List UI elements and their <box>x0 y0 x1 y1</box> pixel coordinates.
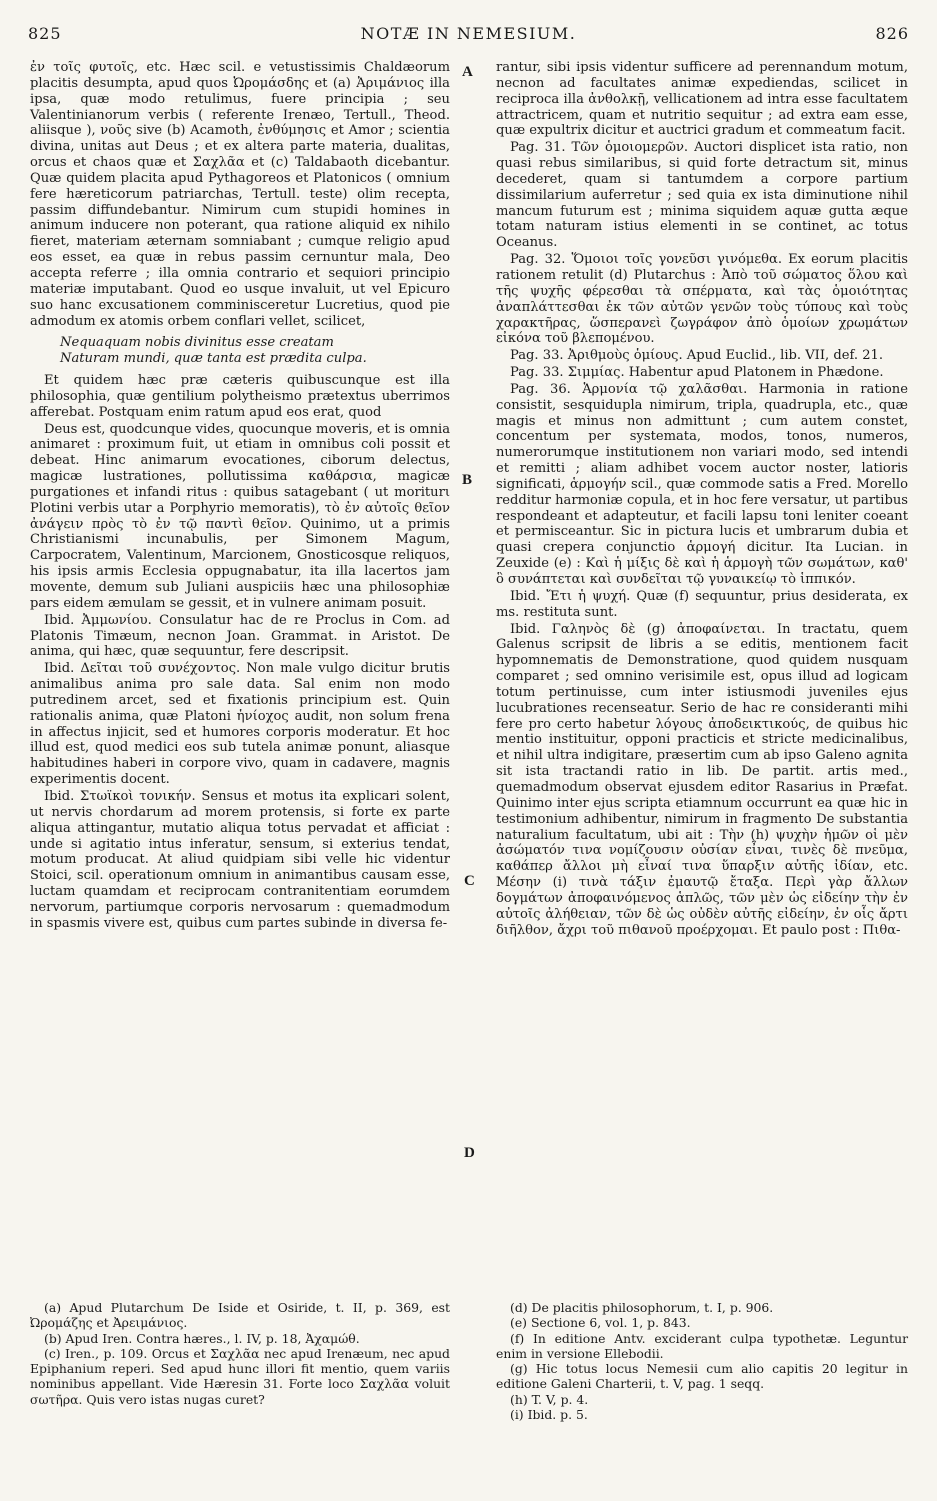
footnotes-right <box>496 1300 908 1422</box>
paragraph: Ibid. Δεῖται τοῦ συνέχοντος. Non male vulgo dicitur brutis animalibus anima pro sale data. Sal enim non modo putredinem arcet, sed et fixationis principium est. Quin rationalis anima, quæ Platoni ἡνίοχος audit, non solum frena in affectus injicit, sed et humores corporis moderatur. Et hoc illud est, quod medici eos sub tutela animæ ponunt, aliasque habitudines haberi in corpore vivo, quam in cadavere, magnis experimentis docent. <box>30 661 450 788</box>
footnote: (h) T. V, p. 4. <box>510 1391 589 1407</box>
paragraph: Et quidem hæc præ cæteris quibuscunque est illa philosophia, quæ gentilium polytheismo prætextus uberrimos afferebat. Postquam enim ratum apud eos erat, quod <box>30 373 450 420</box>
paragraph: rantur, sibi ipsis videntur sufficere ad perennandum motum, necnon ad facultates animæ expediendas, scilicet in reciproca illa ἀνθολκῇ, vellicationem ad intra esse facultatem attractricem, quam et nutritio sequitur ; ad extra eam esse, quæ expultrix dicitur et auctrici gradum et commeatum facit. <box>496 60 908 139</box>
footnote: (i) Ibid. p. 5. <box>510 1407 588 1423</box>
page-number-right: 826 <box>875 24 909 43</box>
paragraph: Pag. 31. Τῶν ὁμοιομερῶν. Auctori displicet ista ratio, non quasi rebus similaribus, si quid forte detractum sit, minus decederet, quam si tantumdem a corpore partium dissimilarium auferretur ; sed quia ex ista diminutione nihil mancum futurum est ; minima siquidem aquæ gutta æque totam naturam istius elementi in se continet, ac totus Oceanus. <box>496 140 908 251</box>
paragraph: Pag. 36. Ἁρμονία τῷ χαλᾶσθαι. Harmonia in ratione consistit, sesquidupla nimirum, tripla, quadrupla, etc., quæ magis et minus non admittunt ; cum autem constet, concentum per systemata, modos, tonos, numeros, numerorumque institutionem non variari modo, sed intendi et remitti ; aliam adhibet vocem auctor noster, latioris significati, ἁρμογήν scil., quæ commode satis a Fred. Morello redditur harmoniæ copula, et in hoc fere versatur, ut partibus respondeant et adapteutur, et facili lapsu toni leniter coeant et permisceantur. Sic in pictura lucis et umbrarum dubia et quasi crepera conjunctio ἁρμογή dicitur. Ita Lucian. in Zeuxide (e) : Καὶ ἡ μίξις δὲ καὶ ἡ ἁρμογὴ τῶν σωμάτων, καθ' ὃ συνάπτεται καὶ συνδεῖται τῷ γυναικείῳ τὸ ἱππικόν. <box>496 381 908 587</box>
margin-marker-c: C <box>464 873 475 889</box>
page-header <box>28 16 909 46</box>
footnote: (f) In editione Antv. exciderant culpa typothetæ. Leguntur enim in versione Ellebodii. <box>496 1330 908 1361</box>
verse-line: Naturam mundi, quæ tanta est prædita culpa. <box>60 351 367 367</box>
paragraph: Pag. 32. Ὅμοιοι τοῖς γονεῦσι γινόμεθα. Ex eorum placitis rationem retulit (d) Plutarchus : Ἀπὸ τοῦ σώματος ὅλου καὶ τῆς ψυχῆς φέρεσθαι τὰ σπέρματα, καὶ τὰς ὁμοιότητας ἀναπλάττεσθαι ἐκ τῶν αὐτῶν γενῶν τοὺς τύπους καὶ τοὺς χαρακτῆρας, ὥσπερανεὶ ζωγράφον ἀπὸ ὁμοίων χρωμάτων εἰκόνα τοῦ βλεπομένου. <box>496 252 908 347</box>
page-number-left: 825 <box>28 24 62 43</box>
verse-quote <box>60 335 450 367</box>
footnote: (b) Apud Iren. Contra hæres., l. IV, p. 18, Ἀχαμώθ. <box>44 1330 360 1346</box>
paragraph: Deus est, quodcunque vides, quocunque moveris, et is omnia animaret : proximum fuit, ut etiam in omnibus coli possit et debeat. Hinc animarum evocationes, ciborum delectus, magicæ lustrationes, pollutissima καθάρσια, magicæ purgationes et infandi ritus : quibus satagebant ( ut moriturι Plotini verbis utar a Porphyrio memoratis), τὸ ἐν αὐτοῖς θεῖον ἀνάγειν πρὸς τὸ ἐν τῷ παντὶ θεῖον. Quinimo, ut a primis Christianismi incunabulis, per Simonem Magum, Carpocratem, Valentinum, Marcionem, Gnosticosque reliquos, his ipsis armis Ecclesia oppugnabatur, ita illa lacertos jam movente, demum sub Juliani auspiciis hæc una philosophiæ pars eidem æmulam se gessit, et in vulnere animam posuit. <box>30 421 450 611</box>
paragraph: ἐν τοῖς φυτοῖς, etc. Hæc scil. e vetustissimis Chaldæorum placitis desumpta, apud quos Ὠρομάσδης et (a) Ἀριμάνιος illa ipsa, quæ modo retulimus, fuere principia ; seu Valentinianorum verbis ( referente Irenæo, Tertull., Theod. aliisque ), νοῦς sive (b) Acamoth, ἐνθύμησις et Amor ; scientia divina, unitas aut Deus ; et ex altera parte materia, dualitas, orcus et chaos quæ et Σαχλᾶα et (c) Taldabaoth dicebantur. Quæ quidem placita apud Pythagoreos et Platonicos ( omnium fere hæreticorum patriarchas, Tertull. teste) olim recepta, passim diffundebantur. Nimirum cum stupidi homines in animum inducere non poterant, qua ratione aliquid ex nihilo fieret, materiam æternam somniabant ; cumque religio apud eos esset, ea quæ in rebus passim cernuntur mala, Deo accepta referre ; illa omnia contrario et sequiori principio materiæ imputabant. Quod eo usque invaluit, ut vel Epicuro suo hanc excusationem comminisceretur Lucretius, quod pie admodum ex atomis orbem conflari vellet, scilicet, <box>30 60 450 329</box>
footnote: (d) De placitis philosophorum, t. I, p. 906. <box>510 1300 774 1315</box>
paragraph: Pag. 33. Ἀριθμοὺς ὁμίους. Apud Euclid., lib. VII, def. 21. <box>510 348 884 364</box>
footnote: (c) Iren., p. 109. Orcus et Σαχλᾶα nec apud Irenæum, nec apud Epiphanium reperi. Sed apud hunc illori fit mentio, quem variis nominibus appellant. Vide Hæresin 31. Forte loco Σαχλᾶα voluit σωτῆρα. Quis vero istas nugas curet? <box>30 1345 450 1407</box>
footnotes-left <box>30 1300 450 1407</box>
paragraph: Ibid. Στωϊκοὶ τονικήν. Sensus et motus ita explicari solent, ut nervis chordarum ad morem protensis, si forte ex parte aliqua attingantur, mutatio aliqua totus pervadat et afficiat : unde si agitatio intus inferatur, sensum, si exterius tendat, motum producat. At aliud quidpiam sibi velle hic videntur Stoici, scil. operationum omnium in animantibus causam esse, luctam quamdam et reciprocam contranitentiam eorumdem nervorum, partiumque corporis nervosarum : quemadmodum in spasmis vivere est, quibus cum partes subinde in diversa fe- <box>30 788 450 931</box>
running-title: NOTÆ IN NEMESIUM. <box>360 24 577 43</box>
footnote: (g) Hic totus locus Nemesii cum alio capitis 20 legitur in editione Galeni Charterii, t. V, pag. 1 seqq. <box>496 1361 908 1392</box>
verse-line: Nequaquam nobis divinitus esse creatam <box>60 335 334 351</box>
paragraph: Ibid. Ἀμμωνίου. Consulatur hac de re Proclus in Com. ad Platonis Timæum, necnon Joan. Grammat. in Aristot. De anima, qui hæc, quæ sequuntur, fere descripsit. <box>30 612 450 660</box>
margin-marker-d: D <box>464 1145 475 1161</box>
left-column <box>30 60 450 933</box>
margin-marker-a: A <box>462 64 473 80</box>
paragraph: Ibid. Γαληνὸς δὲ (g) ἀποφαίνεται. In tractatu, quem Galenus scripsit de libris a se editis, mentionem facit hypomnematis de Demonstratione, quod quidem nusquam comparet ; sed omnino verisimile est, opus illud ad logicam totum pertinuisse, cum inter istiusmodi juveniles ejus lucubrationes recenseatur. Serio de hac re consideranti mihi fere pro certo habetur λόγους ἀποδεικτικούς, de quibus hic mentio instituitur, opponi practicis et stricte medicinalibus, et nihil ultra indigitare, præsertim cum ab ipso Galeno agnita sit ista tractandi ratio in lib. De partit. artis med., quemadmodum observat ejusdem editor Rasarius in Præfat. Quinimo inter ejus scripta etiamnum occurrunt ea quæ hic in testimonium adhibentur, nimirum in fragmento De substantia naturalium facultatum, ubi ait : Τὴν (h) ψυχὴν ἡμῶν οἱ μὲν ἀσώματόν τινα νομίζουσιν οὐσίαν εἶναι, τινὲς δὲ πνεῦμα, καθάπερ ἄλλοι μὴ εἶναί τινα ὕπαρξιν αὐτῆς ἰδίαν, etc. Μέσην (i) τινὰ τάξιν ἐμαυτῷ ἔταξα. Περὶ γὰρ ἄλλων δογμάτων ἀποφαινόμενος ἁπλῶς, τῶν μὲν ὡς εἰδείην τὴν ἐν αὐτοῖς ἀλήθειαν, τῶν δὲ ὡς οὐδὲν αὐτῆς εἰδείην, ἐν οἷς ἄρτι διῆλθον, ἄχρι τοῦ πιθανοῦ προέρχομαι. Et paulo post : Πιθα- <box>496 621 908 938</box>
footnote: (e) Sectione 6, vol. 1, p. 843. <box>510 1315 691 1331</box>
right-column <box>496 60 908 939</box>
paragraph: Ibid. Ἔτι ἡ ψυχή. Quæ (f) sequuntur, prius desiderata, ex ms. restituta sunt. <box>496 588 908 620</box>
footnote: (a) Apud Plutarchum De Iside et Osiride, t. II, p. 369, est Ὠρομάζης et Ἀρειμάνιος. <box>30 1300 450 1331</box>
paragraph: Pag. 33. Σιμμίας. Habentur apud Platonem in Phædone. <box>510 365 884 381</box>
margin-marker-b: B <box>462 472 473 488</box>
